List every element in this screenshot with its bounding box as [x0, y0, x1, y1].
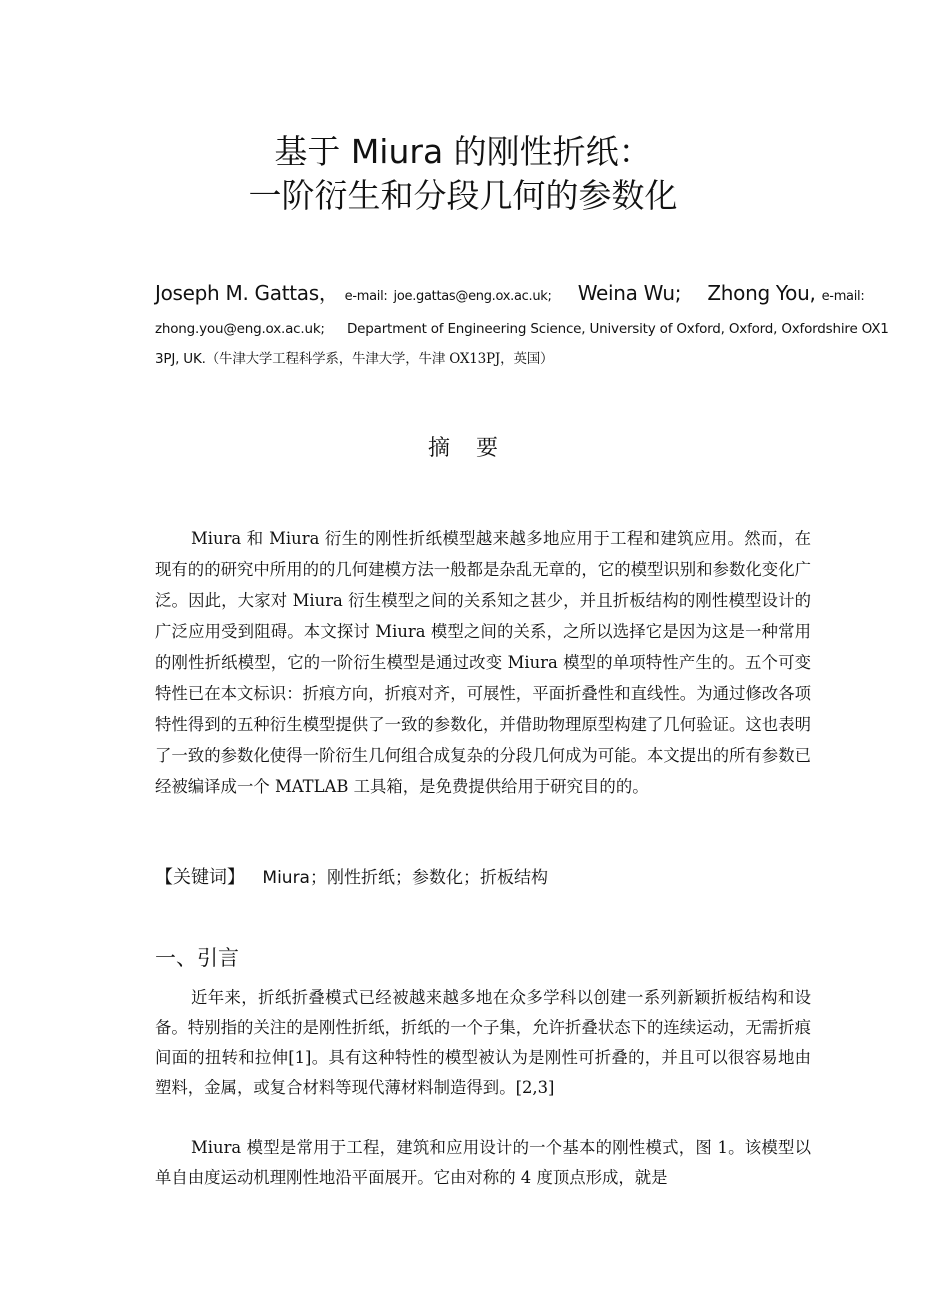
- affiliation-cont: 3PJ, UK.: [155, 351, 206, 367]
- author-line-2: [155, 320, 889, 338]
- author-line-3: [155, 350, 553, 368]
- author1-email: joe.gattas@eng.ox.ac.uk;: [393, 289, 552, 304]
- author3-name: Zhong You,: [707, 281, 816, 305]
- author2-name: Weina Wu;: [577, 281, 682, 305]
- author3-email: zhong.you@eng.ox.ac.uk;: [155, 321, 325, 337]
- body-paragraph-2: Miura 模型是常用于工程，建筑和应用设计的一个基本的刚性模式，图 1。该模型以单自由度运动机理刚性地沿平面展开。它由对称的 4 度顶点形成，就是: [155, 1138, 811, 1187]
- title-line-1: 基于 Miura 的刚性折纸：: [274, 132, 652, 171]
- author1-email-label: e-mail:: [344, 289, 388, 304]
- abstract-heading: 摘要: [427, 436, 524, 461]
- author3-email-label: e-mail:: [821, 289, 865, 304]
- section-heading: 一、引言: [155, 946, 239, 970]
- affiliation-cn: （牛津大学工程科学系，牛津大学，牛津 OX13PJ，英国）: [205, 351, 554, 367]
- body-paragraph-1: 近年来，折纸折叠模式已经被越来越多地在众多学科以创建一系列新颖折板结构和设备。特别指的关注的是刚性折纸，折纸的一个子集，允许折叠状态下的连续运动，无需折痕间面的扭转和拉伸[1]。具有这种特性的模型被认为是刚性可折叠的，并且可以很容易地由塑料，金属，或复合材料等现代薄材料制造得到。[2,3]: [155, 988, 811, 1097]
- author1-name: Joseph M. Gattas: [155, 281, 319, 305]
- keywords-text: Miura；刚性折纸；参数化；折板结构: [262, 868, 548, 888]
- abstract-text: Miura 和 Miura 衍生的刚性折纸模型越来越多地应用于工程和建筑应用。然而，在现有的的研究中所用的的几何建模方法一般都是杂乱无章的，它的模型识别和参数化变化广泛。因此，大家对 Miura 衍生模型之间的关系知之甚少，并且折板结构的刚性模型设计的广泛应用受到阻碍。本文探讨 Miura 模型之间的关系，之所以选择它是因为这是一种常用的刚性折纸模型，它的一阶衍生模型是通过改变 Miura 模型的单项特性产生的。五个可变特性已在本文标识：折痕方向，折痕对齐，可展性，平面折叠性和直线性。为通过修改各项特性得到的五种衍生模型提供了一致的参数化，并借助物理原型构建了几何验证。这也表明了一致的参数化使得一阶衍生几何组合成复杂的分段几何成为可能。本文提出的所有参数已经被编译成一个 MATLAB 工具箱，是免费提供给用于研究目的的。: [155, 529, 811, 796]
- affiliation: Department of Engineering Science, University of Oxford, Oxford, Oxfordshire OX1: [346, 321, 889, 337]
- keywords-label: 【关键词】: [155, 867, 245, 888]
- author-line-1: Joseph M. Gattas， e-mail: joe.gattas@eng.ox.ac.uk; Weina Wu; Zhong You, e-mail:: [155, 281, 865, 305]
- keywords: [155, 866, 548, 890]
- title-line-2: 一阶衍生和分段几何的参数化: [248, 176, 678, 215]
